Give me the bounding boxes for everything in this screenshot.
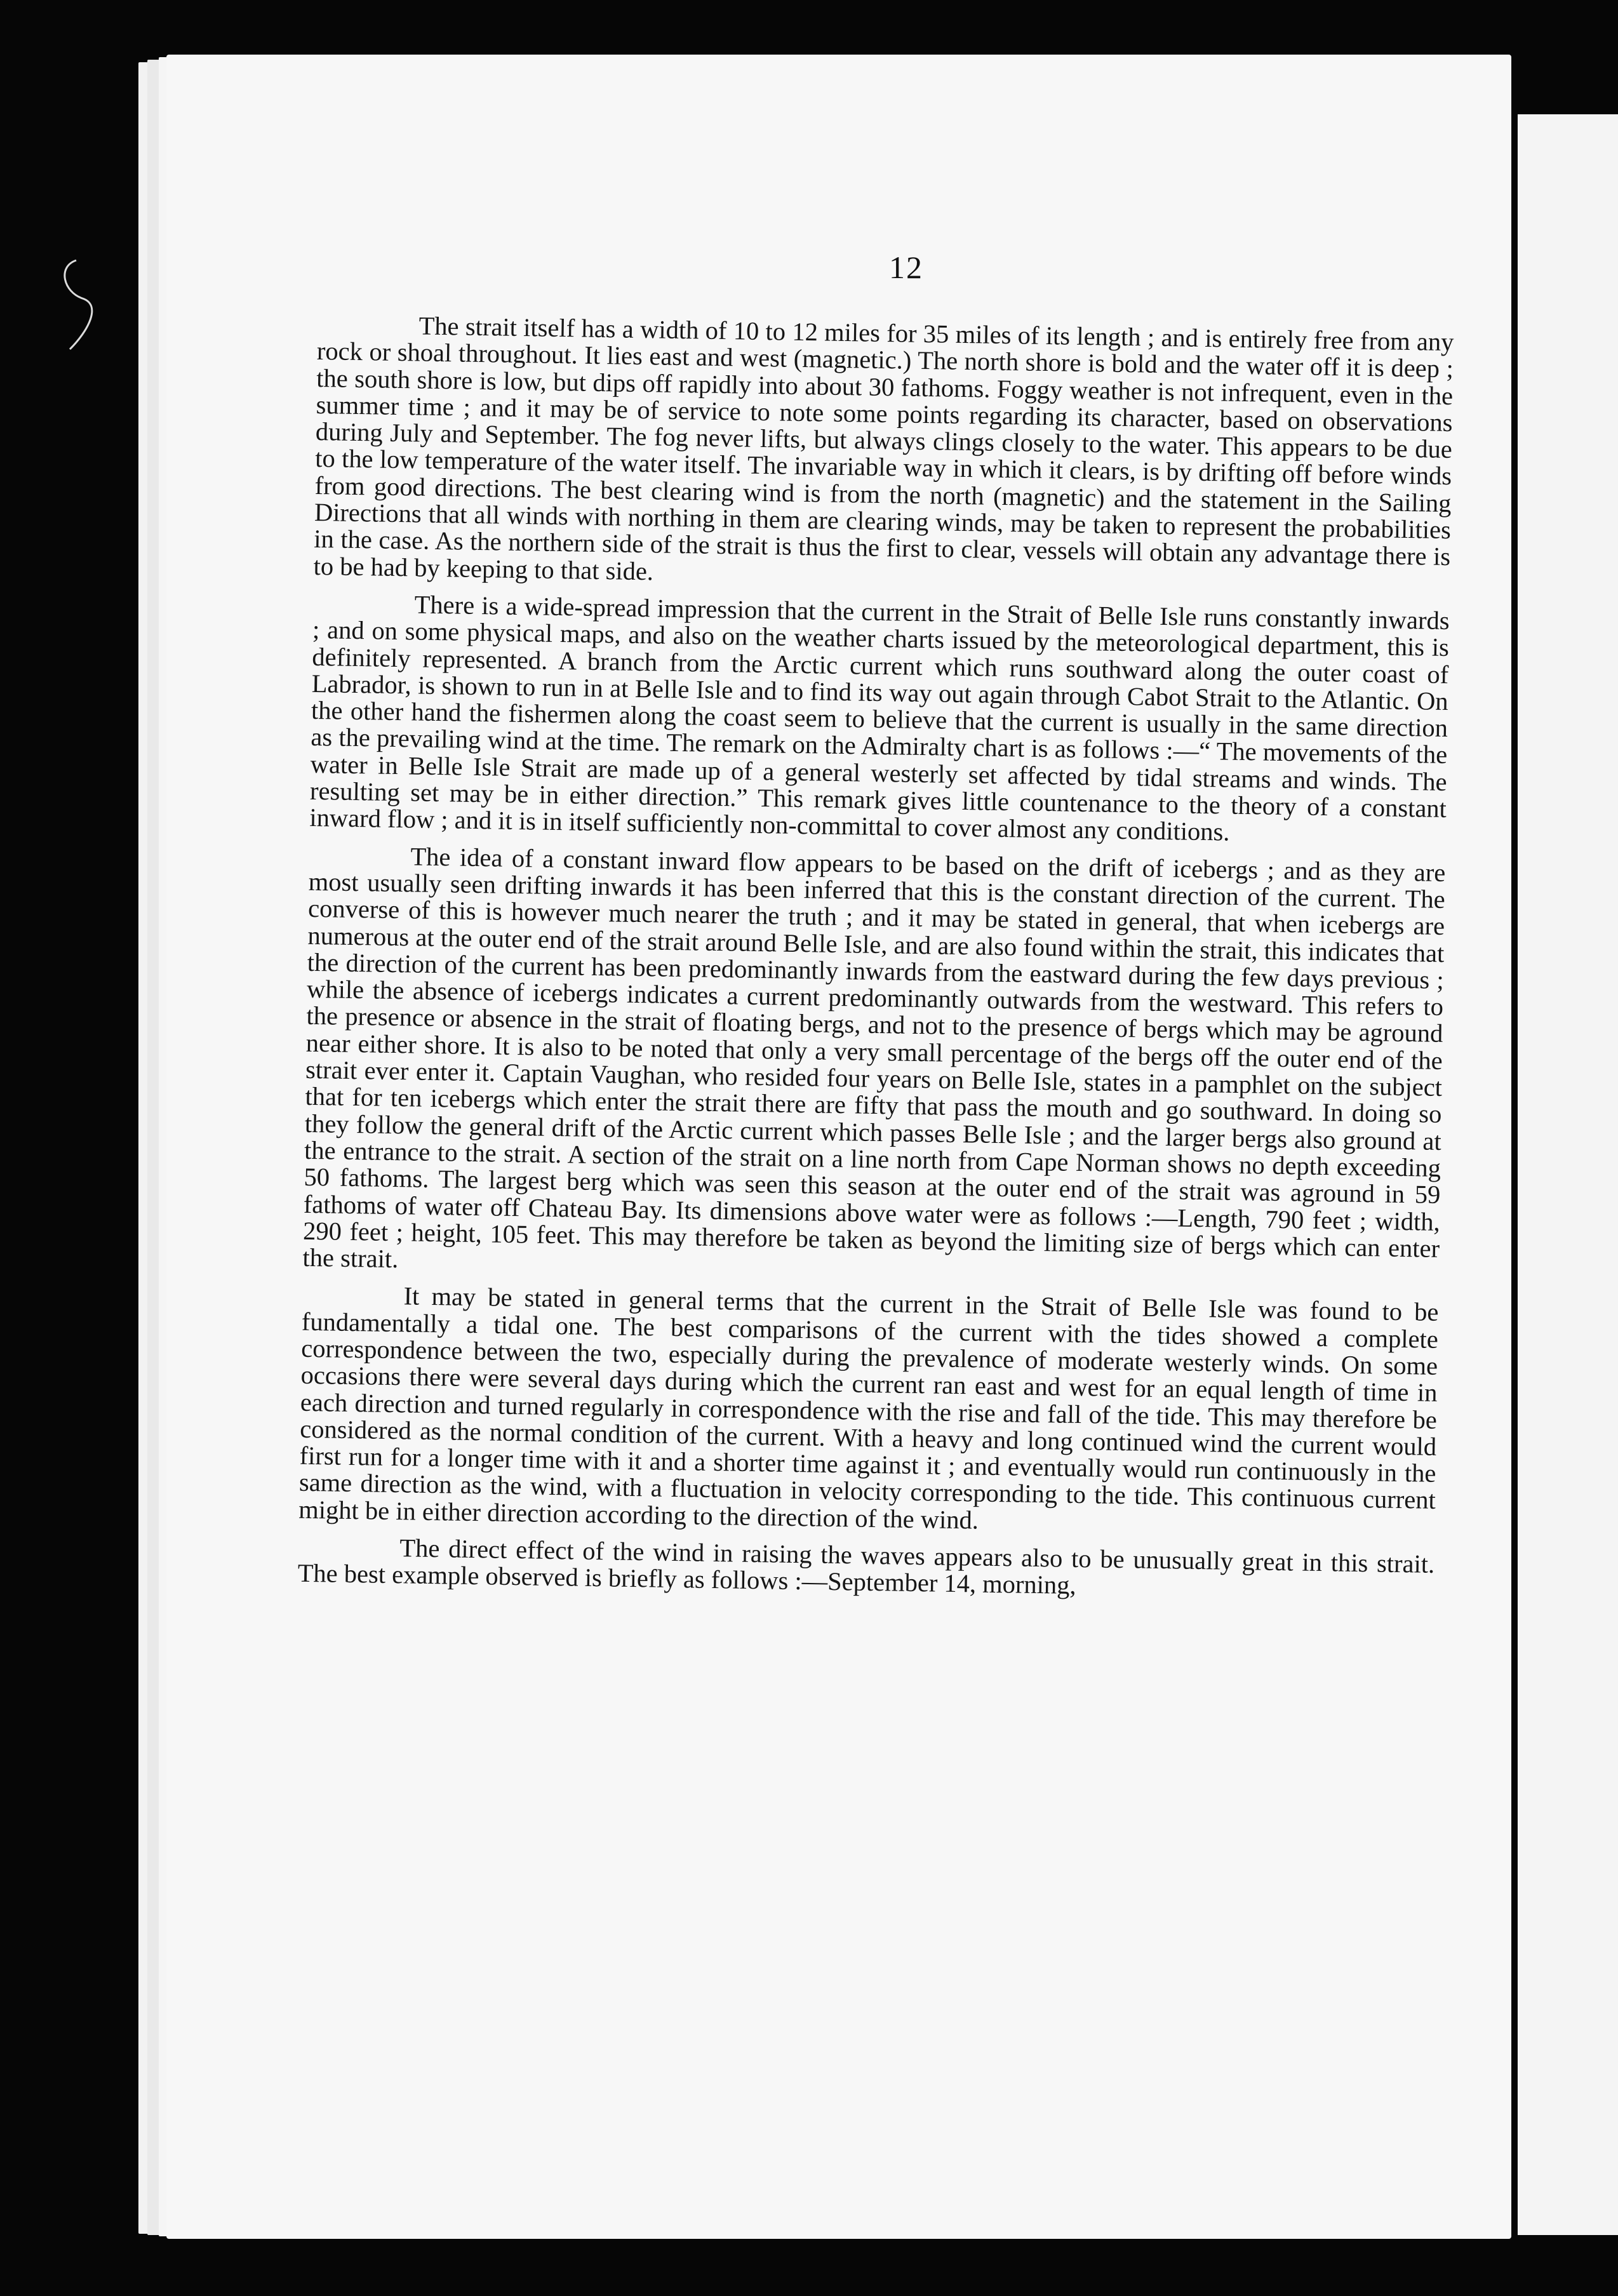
paragraph: There is a wide-spread impression that the current in the Strait of Belle Isle runs constantly inwards ; and on some physical maps, and also on the weather charts issued by the meteorological department, this is definitely represented. A branch from the Arctic current which runs southward along the outer coast of Labrador, is shown to run in at Belle Isle and to find its way out again through Cabot Strait to the Atlantic. On the other hand the fishermen along the coast seem to believe that the current is usually in the same direction as the prevailing wind at the time. The remark on the Admiralty chart is as follows :—“ The movements of the water in Belle Isle Strait are made up of a general westerly set affected by tidal streams and winds. The resulting set may be in either direction.” This remark gives little countenance to the theory of a constant inward flow ; and it is in itself sufficiently non-committal to cover almost any conditions. [309,590,1450,847]
adjacent-page [1518,114,1618,2235]
scratch-mark [19,254,108,356]
paragraph: The idea of a constant inward flow appears to be based on the drift of icebergs ; and as they are most usually seen drifting inwards it has been inferred that this is the constant direction of the current. The converse of this is however much nearer the truth ; and it may be stated in general, that when icebergs are numerous at the outer end of the strait around Belle Isle, and are also found within the strait, this indicates that the direction of the current has been predominantly inwards from the eastward during the few days previous ; while the absence of icebergs indicates a current predominantly outwards from the westward. This refers to the presence or absence in the strait of floating bergs, and not to the presence of bergs which may be aground near either shore. It is also to be noted that only a very small percentage of the bergs off the outer end of the strait ever enter it. Captain Vaughan, who resided four years on Belle Isle, states in a pamphlet on the subject that for ten icebergs which enter the strait there are fifty that pass the mouth and go southward. In doing so they follow the general drift of the Arctic current which passes Belle Isle ; and the larger bergs also ground at the entrance to the strait. A section of the strait on a line north from Cape Norman shows no depth exceeding 50 fathoms. The largest berg which was seen this season at the outer end of the strait was aground in 59 fathoms of water off Chateau Bay. Its dimensions above water were as follows :—Length, 790 feet ; width, 290 feet ; height, 105 feet. This may therefore be taken as beyond the limiting size of bergs which can enter the strait. [302,842,1446,1274]
paragraph: The strait itself has a width of 10 to 12 miles for 35 miles of its length ; and is entirely free from any rock or shoal throughout. It lies east and west (magnetic.) The north shore is bold and the water off it is deep ; the south shore is low, but dips off rapidly into about 30 fathoms. Foggy weather is not infrequent, even in the summer time ; and it may be of service to note some points regarding its character, based on observations during July and September. The fog never lifts, but always clings closely to the water. This appears to be due to the low temperature of the water itself. The invariable way in which it clears, is by drifting off before winds from good directions. The best clearing wind is from the north (magnetic) and the statement in the Sailing Directions that all winds with northing in them are clearing winds, may be taken to represent the probabilities in the case. As the northern side of the strait is thus the first to clear, vessels will obtain any advantage there is to be had by keeping to that side. [313,311,1454,586]
page-number: 12 [889,250,923,285]
body-text [297,311,1454,1605]
paragraph: It may be stated in general terms that the current in the Strait of Belle Isle was found to be fundamentally a tidal one. The best comparisons of the current with the tides showed a complete correspondence between the two, especially during the prevalence of moderate westerly winds. On some occasions there were several days during which the current ran east and west for an equal length of time in each direction and turned regularly in correspondence with the rise and fall of the tide. This may therefore be considered as the normal condition of the current. With a heavy and long continued wind the current would first run for a longer time with it and a shorter time against it ; and eventually would run continuously in the same direction as the wind, with a fluctuation in velocity corresponding to the tide. This continuous current might be in either direction according to the direction of the wind. [298,1281,1439,1535]
paragraph: The direct effect of the wind in raising the waves appears also to be unusually great in this strait. The best example observed is briefly as follows :—September 14, morning, [297,1533,1435,1600]
